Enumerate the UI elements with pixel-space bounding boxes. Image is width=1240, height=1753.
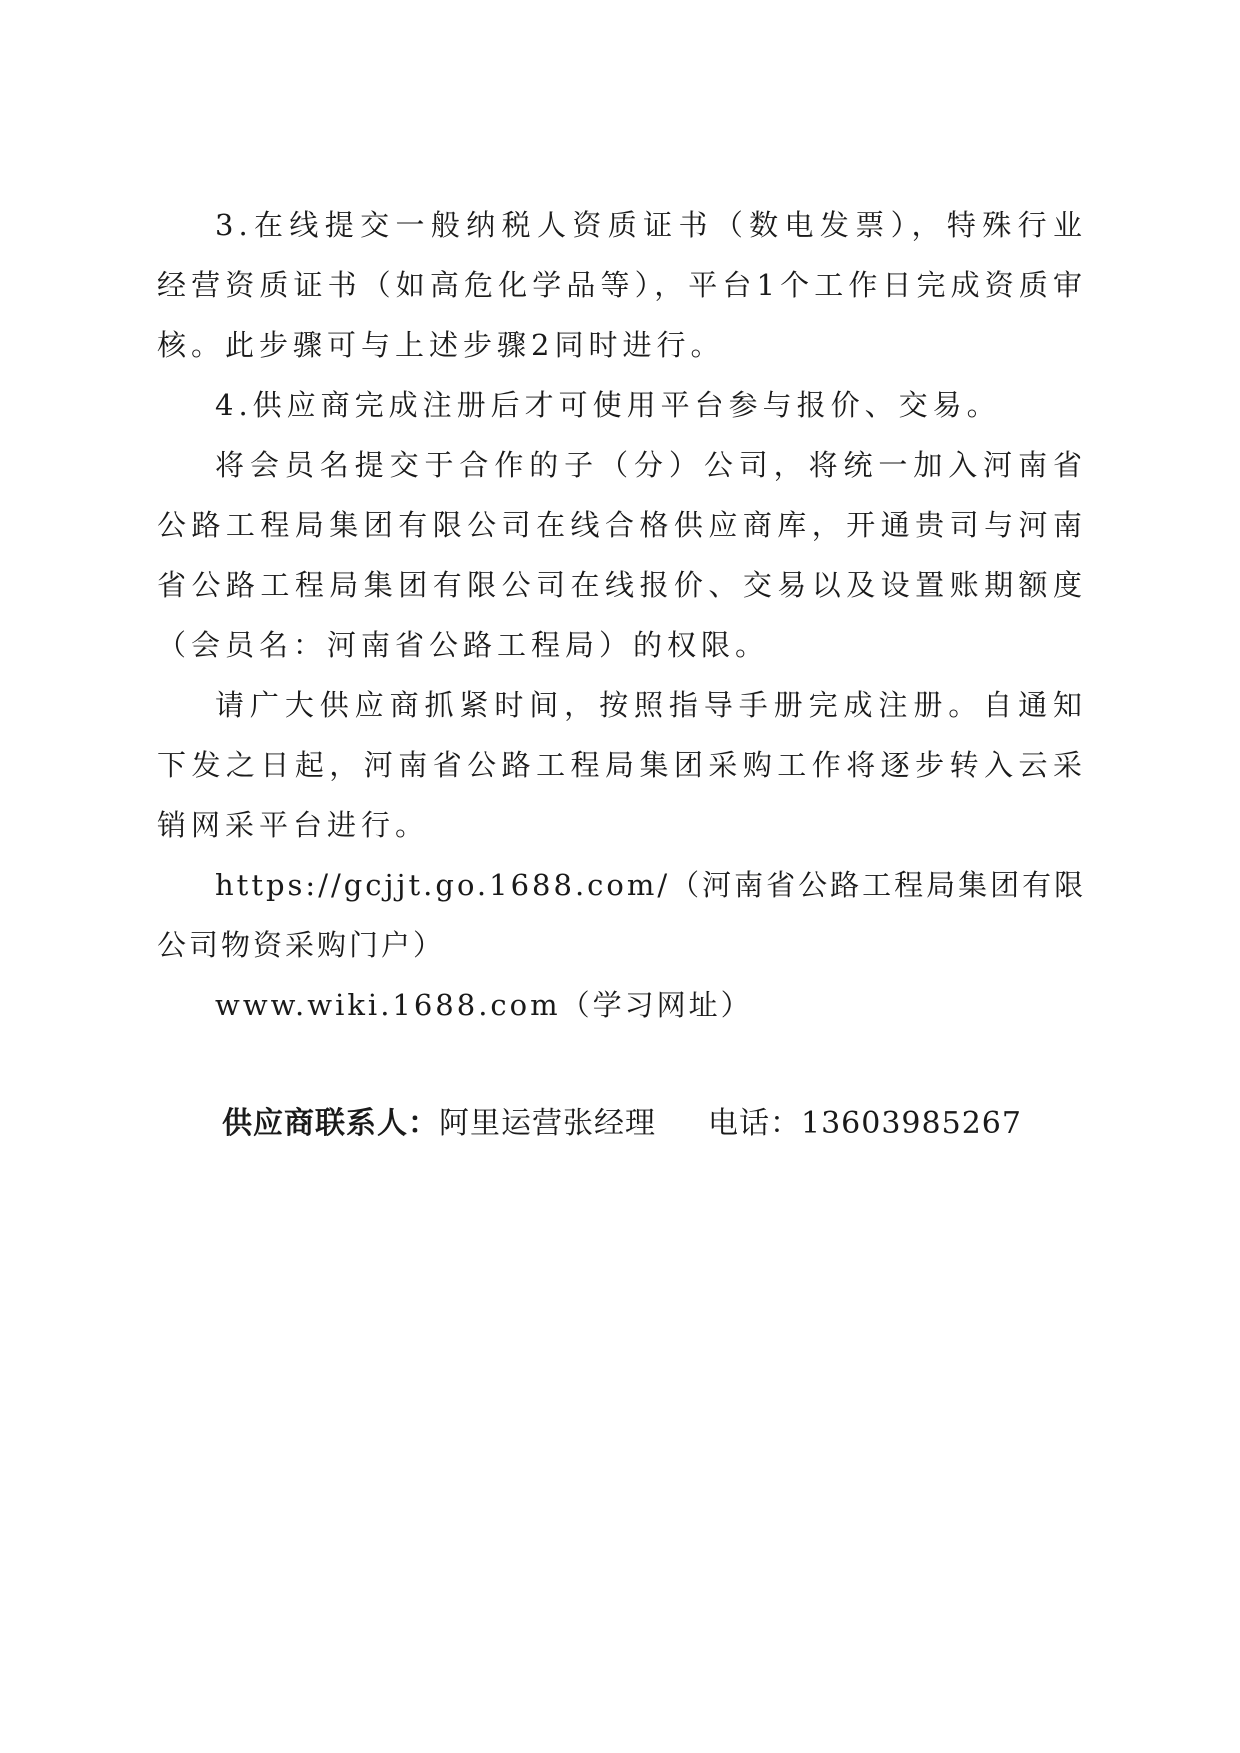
contact-name: 阿里运营张经理 bbox=[439, 1106, 656, 1141]
paragraph-step-3: 3.在线提交一般纳税人资质证书（数电发票），特殊行业经营资质证书（如高危化学品等），平台1个工作日完成资质审核。此步骤可与上述步骤2同时进行。 bbox=[157, 208, 1087, 362]
portal-link[interactable]: https://gcjjt.go.1688.com/（河南省公路工程局集团有限公司物资采购门户） bbox=[157, 868, 1087, 962]
contact-label: 供应商联系人： bbox=[222, 1106, 439, 1141]
paragraph-registration-notice: 请广大供应商抓紧时间，按照指导手册完成注册。自通知下发之日起，河南省公路工程局集团采购工作将逐步转入云采销网采平台进行。 bbox=[157, 688, 1087, 842]
paragraph-step-4: 4.供应商完成注册后才可使用平台参与报价、交易。 bbox=[215, 388, 1001, 422]
paragraph-member-submission: 将会员名提交于合作的子（分）公司，将统一加入河南省公路工程局集团有限公司在线合格供应商库，开通贵司与河南省公路工程局集团有限公司在线报价、交易以及设置账期额度（会员名：河南省公路工程局）的权限。 bbox=[157, 448, 1087, 662]
learning-link[interactable]: www.wiki.1688.com（学习网址） bbox=[215, 988, 753, 1022]
document-body bbox=[157, 195, 1087, 1035]
phone-label: 电话： bbox=[708, 1106, 801, 1141]
phone-number[interactable]: 13603985267 bbox=[801, 1106, 1022, 1141]
contact-line bbox=[222, 1102, 1022, 1146]
